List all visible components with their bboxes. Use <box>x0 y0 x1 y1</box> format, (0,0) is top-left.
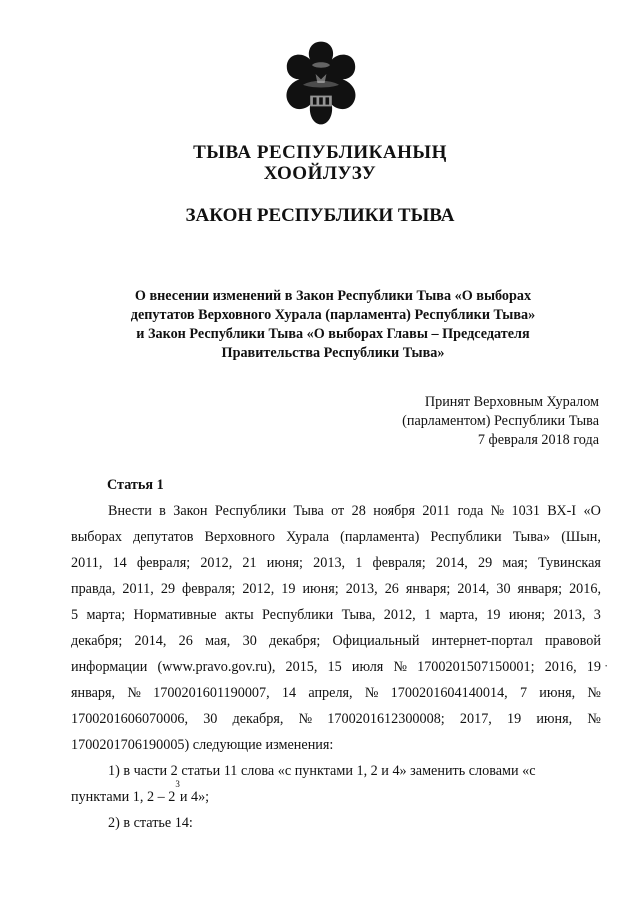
scan-mark: · <box>604 658 609 673</box>
body-line: 1700201606070006, 30 декабря, № 1700201612300008; 2017, 19 июня, № <box>71 711 601 727</box>
body-line: информации (www.pravo.gov.ru), 2015, 15 июля № 1700201507150001; 2016, 19 <box>71 659 601 675</box>
subject-line: и Закон Республики Тыва «О выборах Главы – Председателя <box>136 326 530 342</box>
list-item-continuation <box>71 779 601 810</box>
body-line: 5 марта; Нормативные акты Республики Тыва, 2012, 1 марта, 19 июня; 2013, 3 <box>71 607 601 623</box>
adoption-date: 7 февраля 2018 года <box>477 432 599 448</box>
subject-line: Правительства Республики Тыва» <box>221 345 445 361</box>
body-line: Внести в Закон Республики Тыва от 28 ноября 2011 года № 1031 ВХ-I «О <box>108 503 601 519</box>
body-line: января, № 1700201601190007, 14 апреля, № 1700201604140014, 7 июня, № <box>71 685 601 701</box>
body-line: выборах депутатов Верховного Хурала (парламента) Республики Тыва» (Шын, <box>71 529 601 545</box>
republic-name-tuvan-line2: ХООЙЛУЗУ <box>263 163 377 184</box>
subject-line: О внесении изменений в Закон Республики Тыва «О выборах <box>134 288 532 304</box>
law-title: ЗАКОН РЕСПУБЛИКИ ТЫВА <box>185 205 455 226</box>
republic-name-tuvan-line1: ТЫВА РЕСПУБЛИКАНЫҢ <box>193 142 447 163</box>
law-subject <box>110 287 556 363</box>
body-line: декабря; 2014, 26 мая, 30 декабря; Официальный интернет-портал правовой <box>71 633 601 649</box>
tuva-emblem-icon <box>276 38 366 128</box>
body-line: правда, 2011, 29 февраля; 2012, 19 июня; 2013, 26 января; 2014, 30 января; 2016, <box>71 581 601 597</box>
adoption-line: (парламентом) Республики Тыва <box>402 413 599 429</box>
list-item-text: пунктами 1, 2 – 2 <box>71 789 176 805</box>
list-item: 2) в статье 14: <box>108 815 193 831</box>
body-line: 2011, 14 февраля; 2012, 21 июня; 2013, 1 февраля; 2014, 29 мая; Тувинская <box>71 555 601 571</box>
adoption-note <box>402 393 599 450</box>
article-heading: Статья 1 <box>107 477 164 493</box>
adoption-line: Принят Верховным Хуралом <box>424 394 599 410</box>
subject-line: депутатов Верховного Хурала (парламента) Республики Тыва» <box>130 307 536 323</box>
body-line: 1700201706190005) следующие изменения: <box>71 737 334 753</box>
superscript: 3 <box>175 779 180 789</box>
list-item-text: и 4»; <box>179 789 210 805</box>
article-body <box>71 498 601 836</box>
list-item: 1) в части 2 статьи 11 слова «с пунктами 1, 2 и 4» заменить словами «с <box>108 763 536 779</box>
